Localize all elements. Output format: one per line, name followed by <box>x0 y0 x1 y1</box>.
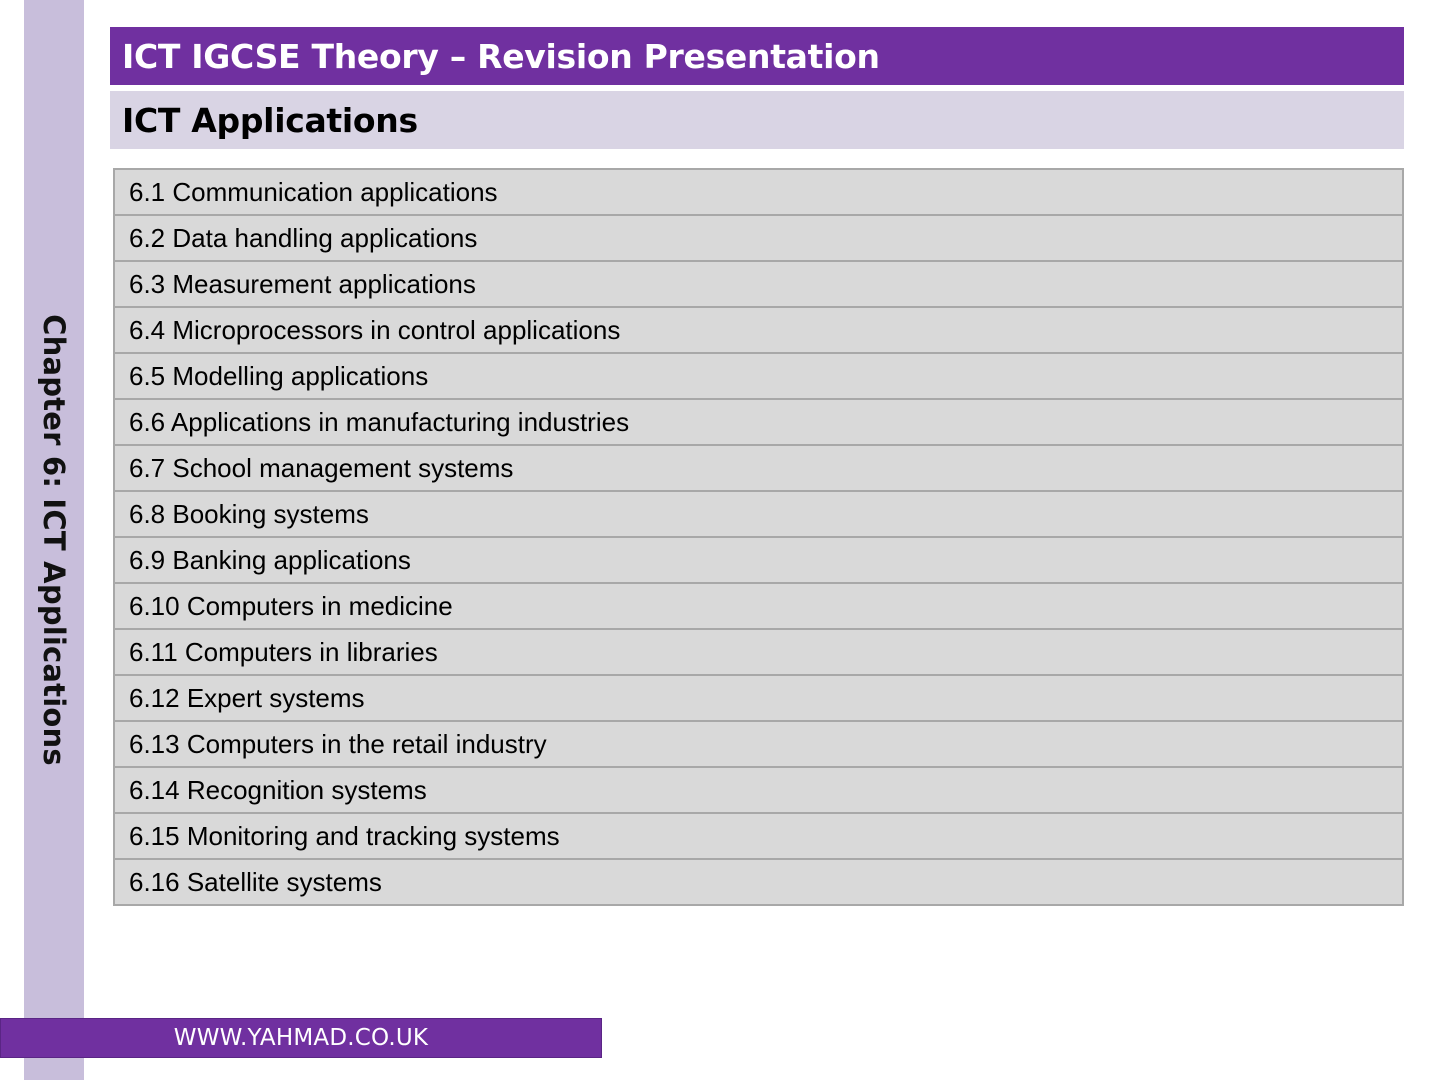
topic-item: 6.13 Computers in the retail industry <box>114 721 1403 767</box>
topic-item: 6.16 Satellite systems <box>114 859 1403 905</box>
topic-item: 6.4 Microprocessors in control applications <box>114 307 1403 353</box>
table-row <box>114 169 1403 215</box>
footer-website-link[interactable]: WWW.YAHMAD.CO.UK <box>173 1025 429 1051</box>
page-title: ICT IGCSE Theory – Revision Presentation <box>122 36 880 76</box>
table-row <box>114 491 1403 537</box>
table-row <box>114 353 1403 399</box>
table-row <box>114 583 1403 629</box>
topic-item: 6.2 Data handling applications <box>114 215 1403 261</box>
table-row <box>114 629 1403 675</box>
table-row <box>114 721 1403 767</box>
table-row <box>114 675 1403 721</box>
table-row <box>114 261 1403 307</box>
topic-item: 6.5 Modelling applications <box>114 353 1403 399</box>
topic-item: 6.11 Computers in libraries <box>114 629 1403 675</box>
topic-item: 6.12 Expert systems <box>114 675 1403 721</box>
topic-item: 6.10 Computers in medicine <box>114 583 1403 629</box>
topic-item: 6.6 Applications in manufacturing industries <box>114 399 1403 445</box>
table-row <box>114 307 1403 353</box>
table-row <box>114 813 1403 859</box>
table-row <box>114 445 1403 491</box>
chapter-label: Chapter 6: ICT Applications <box>37 314 71 766</box>
table-row <box>114 399 1403 445</box>
topic-item: 6.8 Booking systems <box>114 491 1403 537</box>
table-row <box>114 537 1403 583</box>
topic-item: 6.3 Measurement applications <box>114 261 1403 307</box>
topic-item: 6.7 School management systems <box>114 445 1403 491</box>
footer-bar <box>0 1018 602 1058</box>
topic-item: 6.9 Banking applications <box>114 537 1403 583</box>
page-subtitle: ICT Applications <box>122 100 418 140</box>
table-row <box>114 859 1403 905</box>
title-bar <box>110 27 1404 85</box>
table-row <box>114 767 1403 813</box>
topic-item: 6.15 Monitoring and tracking systems <box>114 813 1403 859</box>
subtitle-bar <box>110 91 1404 149</box>
table-row <box>114 215 1403 261</box>
topic-item: 6.1 Communication applications <box>114 169 1403 215</box>
topic-item: 6.14 Recognition systems <box>114 767 1403 813</box>
topics-table <box>113 168 1404 906</box>
